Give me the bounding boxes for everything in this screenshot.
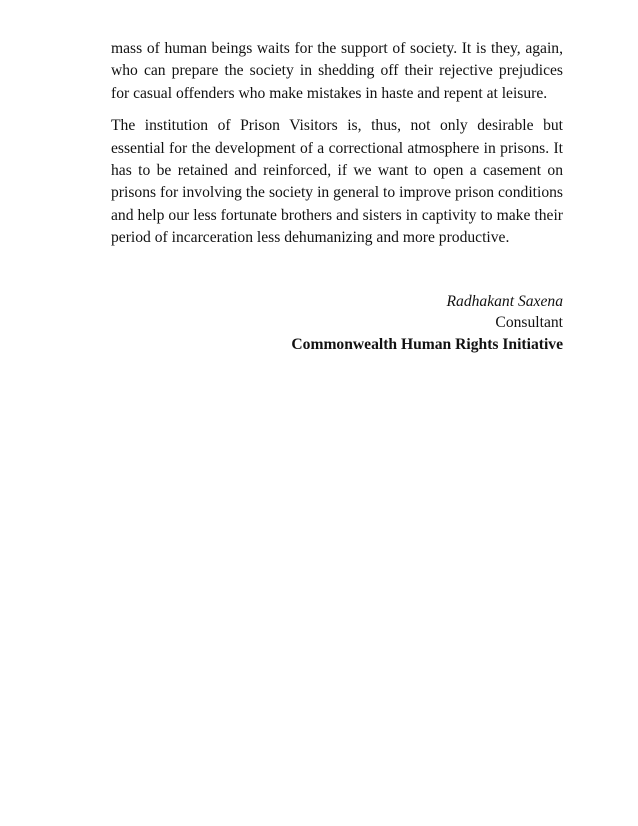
signatory-name: Radhakant Saxena xyxy=(446,292,563,310)
body-paragraph-2: The institution of Prison Visitors is, thus, not only desirable but essential for the development of a correctional atmosphere in prisons. It has to be retained and reinforced, if we want to open a casement on prisons for involving the society in general to improve prison conditions and help our less fortunate brothers and sisters in captivity to make their period of incarceration less dehumanizing and more productive. xyxy=(111,117,563,247)
document-page xyxy=(111,38,563,355)
signature-block xyxy=(111,291,563,356)
signatory-title: Consultant xyxy=(495,314,563,332)
body-paragraph-1: mass of human beings waits for the support of society. It is they, again, who can prepare the society in shedding off their rejective prejudices for casual offenders who make mistakes in haste and repent at leisure. xyxy=(111,40,563,102)
signatory-organization: Commonwealth Human Rights Initiative xyxy=(291,335,563,353)
